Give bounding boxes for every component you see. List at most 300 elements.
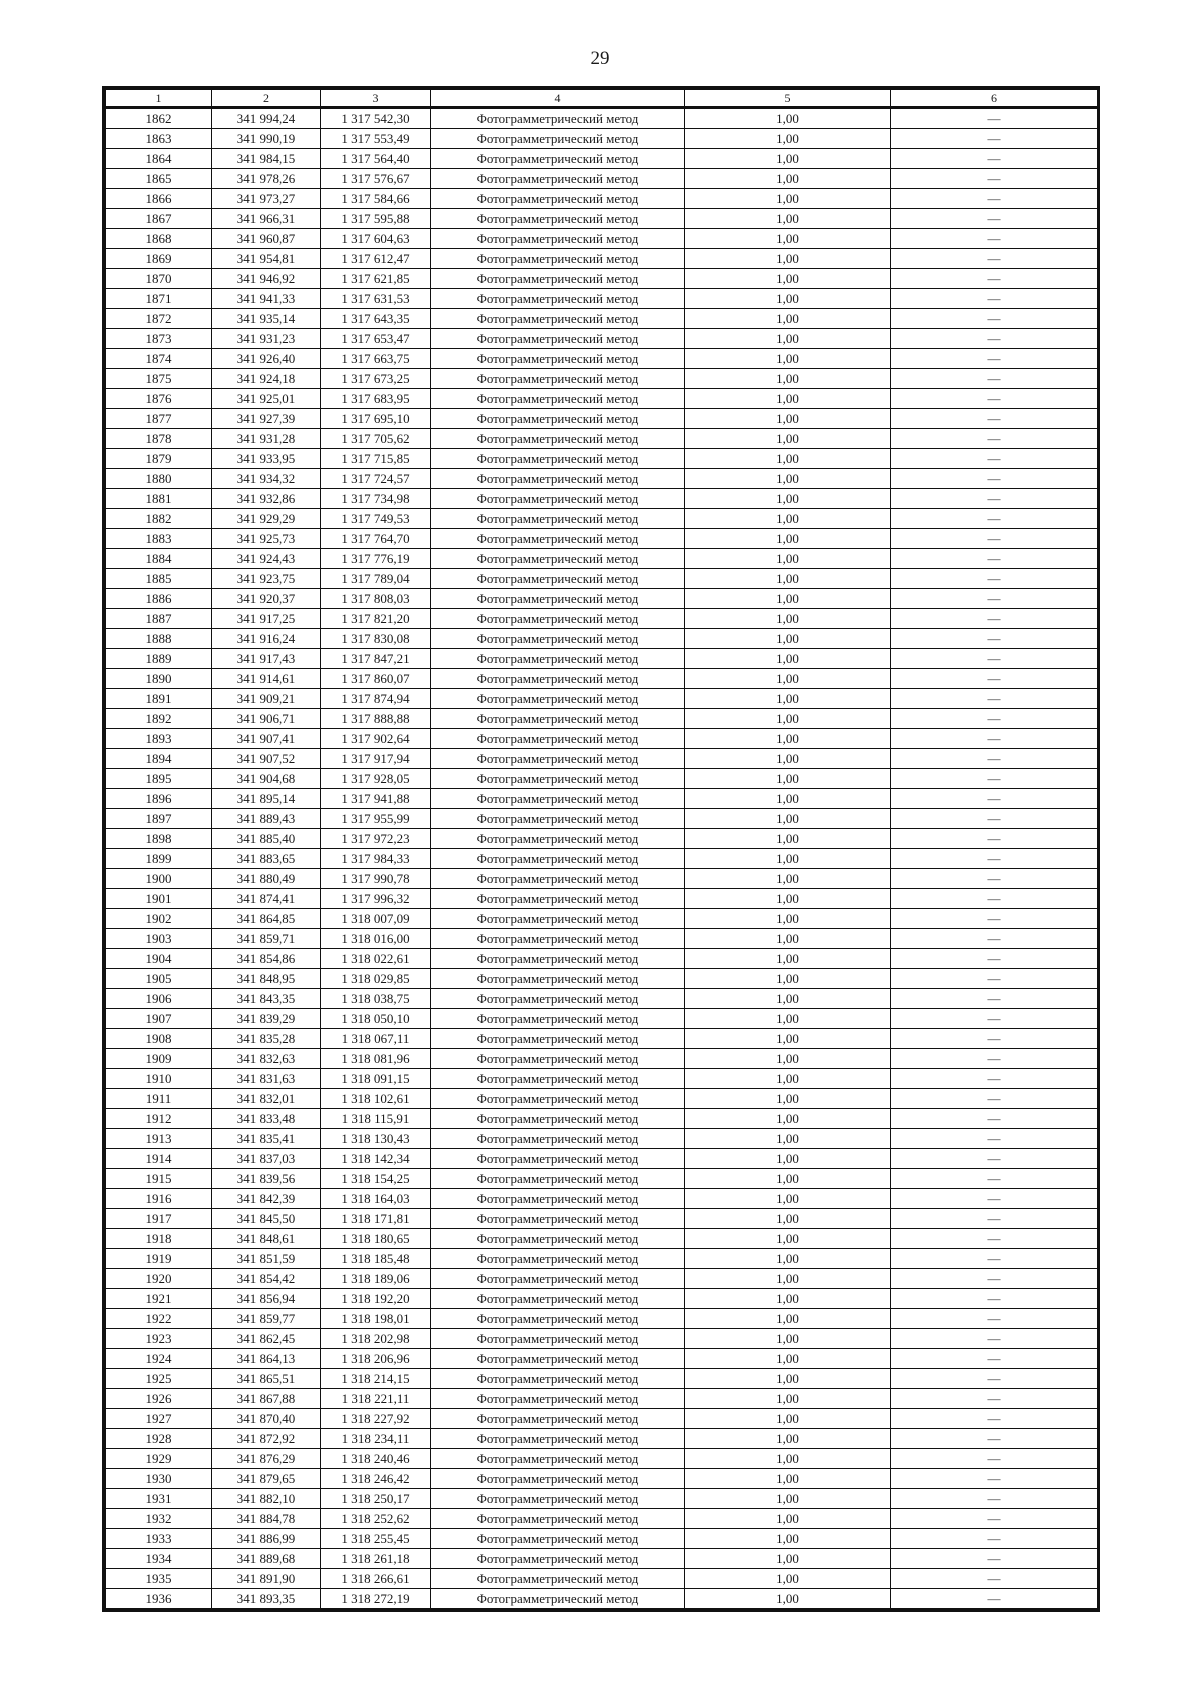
method-cell: Фотограмметрический метод <box>431 1589 685 1609</box>
x-coordinate-cell: 341 926,40 <box>212 349 321 369</box>
point-number-cell: 1904 <box>106 949 212 969</box>
point-number-cell: 1896 <box>106 789 212 809</box>
y-coordinate-cell: 1 317 990,78 <box>321 869 431 889</box>
point-number-cell: 1876 <box>106 389 212 409</box>
y-coordinate-cell: 1 318 272,19 <box>321 1589 431 1609</box>
point-number-cell: 1915 <box>106 1169 212 1189</box>
table-row <box>106 1569 1098 1589</box>
point-number-cell: 1889 <box>106 649 212 669</box>
point-number-cell: 1932 <box>106 1509 212 1529</box>
x-coordinate-cell: 341 941,33 <box>212 289 321 309</box>
method-cell: Фотограмметрический метод <box>431 1349 685 1369</box>
accuracy-cell: 1,00 <box>685 1509 891 1529</box>
table-row <box>106 1509 1098 1529</box>
x-coordinate-cell: 341 859,77 <box>212 1309 321 1329</box>
point-number-cell: 1905 <box>106 969 212 989</box>
x-coordinate-cell: 341 946,92 <box>212 269 321 289</box>
point-number-cell: 1884 <box>106 549 212 569</box>
table-row <box>106 429 1098 449</box>
table-row <box>106 689 1098 709</box>
point-number-cell: 1930 <box>106 1469 212 1489</box>
x-coordinate-cell: 341 929,29 <box>212 509 321 529</box>
point-number-cell: 1875 <box>106 369 212 389</box>
note-cell: — <box>891 1309 1098 1329</box>
y-coordinate-cell: 1 318 050,10 <box>321 1009 431 1029</box>
accuracy-cell: 1,00 <box>685 1309 891 1329</box>
x-coordinate-cell: 341 916,24 <box>212 629 321 649</box>
x-coordinate-cell: 341 835,28 <box>212 1029 321 1049</box>
point-number-cell: 1917 <box>106 1209 212 1229</box>
method-cell: Фотограмметрический метод <box>431 449 685 469</box>
x-coordinate-cell: 341 924,43 <box>212 549 321 569</box>
accuracy-cell: 1,00 <box>685 1589 891 1609</box>
accuracy-cell: 1,00 <box>685 1269 891 1289</box>
accuracy-cell: 1,00 <box>685 1469 891 1489</box>
accuracy-cell: 1,00 <box>685 909 891 929</box>
table-row <box>106 989 1098 1009</box>
table-row <box>106 1169 1098 1189</box>
y-coordinate-cell: 1 318 185,48 <box>321 1249 431 1269</box>
table-row <box>106 1069 1098 1089</box>
method-cell: Фотограмметрический метод <box>431 669 685 689</box>
point-number-cell: 1879 <box>106 449 212 469</box>
method-cell: Фотограмметрический метод <box>431 1449 685 1469</box>
x-coordinate-cell: 341 895,14 <box>212 789 321 809</box>
y-coordinate-cell: 1 318 102,61 <box>321 1089 431 1109</box>
note-cell: — <box>891 1369 1098 1389</box>
note-cell: — <box>891 829 1098 849</box>
accuracy-cell: 1,00 <box>685 129 891 149</box>
note-cell: — <box>891 609 1098 629</box>
table-row <box>106 1049 1098 1069</box>
x-coordinate-cell: 341 859,71 <box>212 929 321 949</box>
y-coordinate-cell: 1 317 830,08 <box>321 629 431 649</box>
point-number-cell: 1866 <box>106 189 212 209</box>
method-cell: Фотограмметрический метод <box>431 369 685 389</box>
point-number-cell: 1872 <box>106 309 212 329</box>
x-coordinate-cell: 341 978,26 <box>212 169 321 189</box>
point-number-cell: 1890 <box>106 669 212 689</box>
accuracy-cell: 1,00 <box>685 569 891 589</box>
x-coordinate-cell: 341 994,24 <box>212 108 321 129</box>
table-row <box>106 129 1098 149</box>
x-coordinate-cell: 341 927,39 <box>212 409 321 429</box>
note-cell: — <box>891 849 1098 869</box>
table-row <box>106 489 1098 509</box>
x-coordinate-cell: 341 842,39 <box>212 1189 321 1209</box>
point-number-cell: 1912 <box>106 1109 212 1129</box>
point-number-cell: 1916 <box>106 1189 212 1209</box>
x-coordinate-cell: 341 883,65 <box>212 849 321 869</box>
accuracy-cell: 1,00 <box>685 869 891 889</box>
table-row <box>106 309 1098 329</box>
y-coordinate-cell: 1 317 663,75 <box>321 349 431 369</box>
note-cell: — <box>891 209 1098 229</box>
accuracy-cell: 1,00 <box>685 749 891 769</box>
x-coordinate-cell: 341 906,71 <box>212 709 321 729</box>
y-coordinate-cell: 1 318 227,92 <box>321 1409 431 1429</box>
accuracy-cell: 1,00 <box>685 629 891 649</box>
accuracy-cell: 1,00 <box>685 969 891 989</box>
y-coordinate-cell: 1 317 749,53 <box>321 509 431 529</box>
point-number-cell: 1877 <box>106 409 212 429</box>
method-cell: Фотограмметрический метод <box>431 789 685 809</box>
accuracy-cell: 1,00 <box>685 1149 891 1169</box>
method-cell: Фотограмметрический метод <box>431 809 685 829</box>
x-coordinate-cell: 341 990,19 <box>212 129 321 149</box>
x-coordinate-cell: 341 917,25 <box>212 609 321 629</box>
table-row <box>106 969 1098 989</box>
note-cell: — <box>891 389 1098 409</box>
table-row <box>106 409 1098 429</box>
method-cell: Фотограмметрический метод <box>431 609 685 629</box>
point-number-cell: 1923 <box>106 1329 212 1349</box>
accuracy-cell: 1,00 <box>685 1569 891 1589</box>
y-coordinate-cell: 1 318 180,65 <box>321 1229 431 1249</box>
accuracy-cell: 1,00 <box>685 169 891 189</box>
note-cell: — <box>891 889 1098 909</box>
method-cell: Фотограмметрический метод <box>431 389 685 409</box>
table-row <box>106 1229 1098 1249</box>
accuracy-cell: 1,00 <box>685 729 891 749</box>
note-cell: — <box>891 1429 1098 1449</box>
y-coordinate-cell: 1 317 595,88 <box>321 209 431 229</box>
method-cell: Фотограмметрический метод <box>431 949 685 969</box>
accuracy-cell: 1,00 <box>685 1549 891 1569</box>
note-cell: — <box>891 589 1098 609</box>
y-coordinate-cell: 1 318 164,03 <box>321 1189 431 1209</box>
point-number-cell: 1885 <box>106 569 212 589</box>
x-coordinate-cell: 341 862,45 <box>212 1329 321 1349</box>
accuracy-cell: 1,00 <box>685 108 891 129</box>
method-cell: Фотограмметрический метод <box>431 729 685 749</box>
table-body <box>106 108 1098 1609</box>
y-coordinate-cell: 1 318 154,25 <box>321 1169 431 1189</box>
x-coordinate-cell: 341 870,40 <box>212 1409 321 1429</box>
y-coordinate-cell: 1 317 789,04 <box>321 569 431 589</box>
note-cell: — <box>891 429 1098 449</box>
x-coordinate-cell: 341 923,75 <box>212 569 321 589</box>
point-number-cell: 1882 <box>106 509 212 529</box>
point-number-cell: 1925 <box>106 1369 212 1389</box>
note-cell: — <box>891 229 1098 249</box>
accuracy-cell: 1,00 <box>685 1249 891 1269</box>
note-cell: — <box>891 1269 1098 1289</box>
table-row <box>106 229 1098 249</box>
x-coordinate-cell: 341 854,86 <box>212 949 321 969</box>
accuracy-cell: 1,00 <box>685 1109 891 1129</box>
accuracy-cell: 1,00 <box>685 449 891 469</box>
method-cell: Фотограмметрический метод <box>431 1049 685 1069</box>
note-cell: — <box>891 1129 1098 1149</box>
method-cell: Фотограмметрический метод <box>431 929 685 949</box>
method-cell: Фотограмметрический метод <box>431 829 685 849</box>
x-coordinate-cell: 341 925,73 <box>212 529 321 549</box>
x-coordinate-cell: 341 851,59 <box>212 1249 321 1269</box>
x-coordinate-cell: 341 914,61 <box>212 669 321 689</box>
x-coordinate-cell: 341 885,40 <box>212 829 321 849</box>
accuracy-cell: 1,00 <box>685 429 891 449</box>
x-coordinate-cell: 341 907,41 <box>212 729 321 749</box>
method-cell: Фотограмметрический метод <box>431 229 685 249</box>
accuracy-cell: 1,00 <box>685 1529 891 1549</box>
x-coordinate-cell: 341 832,63 <box>212 1049 321 1069</box>
accuracy-cell: 1,00 <box>685 1329 891 1349</box>
table-row <box>106 1129 1098 1149</box>
method-cell: Фотограмметрический метод <box>431 1389 685 1409</box>
column-header: 3 <box>321 90 431 108</box>
accuracy-cell: 1,00 <box>685 1389 891 1409</box>
note-cell: — <box>891 1349 1098 1369</box>
x-coordinate-cell: 341 854,42 <box>212 1269 321 1289</box>
table-row <box>106 709 1098 729</box>
accuracy-cell: 1,00 <box>685 469 891 489</box>
x-coordinate-cell: 341 848,61 <box>212 1229 321 1249</box>
x-coordinate-cell: 341 879,65 <box>212 1469 321 1489</box>
table-row <box>106 1109 1098 1129</box>
note-cell: — <box>891 509 1098 529</box>
method-cell: Фотограмметрический метод <box>431 529 685 549</box>
accuracy-cell: 1,00 <box>685 709 891 729</box>
table-row <box>106 108 1098 129</box>
accuracy-cell: 1,00 <box>685 349 891 369</box>
table-row <box>106 669 1098 689</box>
point-number-cell: 1934 <box>106 1549 212 1569</box>
y-coordinate-cell: 1 317 955,99 <box>321 809 431 829</box>
method-cell: Фотограмметрический метод <box>431 749 685 769</box>
y-coordinate-cell: 1 318 007,09 <box>321 909 431 929</box>
note-cell: — <box>891 449 1098 469</box>
accuracy-cell: 1,00 <box>685 1089 891 1109</box>
table-row <box>106 169 1098 189</box>
x-coordinate-cell: 341 882,10 <box>212 1489 321 1509</box>
accuracy-cell: 1,00 <box>685 509 891 529</box>
x-coordinate-cell: 341 837,03 <box>212 1149 321 1169</box>
table-row <box>106 629 1098 649</box>
y-coordinate-cell: 1 317 902,64 <box>321 729 431 749</box>
x-coordinate-cell: 341 856,94 <box>212 1289 321 1309</box>
x-coordinate-cell: 341 966,31 <box>212 209 321 229</box>
note-cell: — <box>891 1209 1098 1229</box>
x-coordinate-cell: 341 848,95 <box>212 969 321 989</box>
method-cell: Фотограмметрический метод <box>431 1189 685 1209</box>
point-number-cell: 1862 <box>106 108 212 129</box>
x-coordinate-cell: 341 880,49 <box>212 869 321 889</box>
table-row <box>106 1089 1098 1109</box>
y-coordinate-cell: 1 318 198,01 <box>321 1309 431 1329</box>
note-cell: — <box>891 329 1098 349</box>
y-coordinate-cell: 1 317 821,20 <box>321 609 431 629</box>
y-coordinate-cell: 1 317 542,30 <box>321 108 431 129</box>
method-cell: Фотограмметрический метод <box>431 549 685 569</box>
method-cell: Фотограмметрический метод <box>431 289 685 309</box>
accuracy-cell: 1,00 <box>685 409 891 429</box>
y-coordinate-cell: 1 317 564,40 <box>321 149 431 169</box>
table-row <box>106 549 1098 569</box>
table-row <box>106 1349 1098 1369</box>
accuracy-cell: 1,00 <box>685 209 891 229</box>
note-cell: — <box>891 289 1098 309</box>
method-cell: Фотограмметрический метод <box>431 1369 685 1389</box>
method-cell: Фотограмметрический метод <box>431 129 685 149</box>
accuracy-cell: 1,00 <box>685 189 891 209</box>
table-row <box>106 889 1098 909</box>
method-cell: Фотограмметрический метод <box>431 989 685 1009</box>
accuracy-cell: 1,00 <box>685 889 891 909</box>
x-coordinate-cell: 341 835,41 <box>212 1129 321 1149</box>
note-cell: — <box>891 749 1098 769</box>
point-number-cell: 1906 <box>106 989 212 1009</box>
method-cell: Фотограмметрический метод <box>431 569 685 589</box>
accuracy-cell: 1,00 <box>685 309 891 329</box>
y-coordinate-cell: 1 318 255,45 <box>321 1529 431 1549</box>
table-row <box>106 809 1098 829</box>
accuracy-cell: 1,00 <box>685 649 891 669</box>
table-row <box>106 269 1098 289</box>
point-number-cell: 1900 <box>106 869 212 889</box>
point-number-cell: 1887 <box>106 609 212 629</box>
y-coordinate-cell: 1 318 206,96 <box>321 1349 431 1369</box>
x-coordinate-cell: 341 839,56 <box>212 1169 321 1189</box>
y-coordinate-cell: 1 318 240,46 <box>321 1449 431 1469</box>
point-number-cell: 1907 <box>106 1009 212 1029</box>
note-cell: — <box>891 469 1098 489</box>
y-coordinate-cell: 1 317 888,88 <box>321 709 431 729</box>
note-cell: — <box>891 549 1098 569</box>
point-number-cell: 1935 <box>106 1569 212 1589</box>
method-cell: Фотограмметрический метод <box>431 1009 685 1029</box>
x-coordinate-cell: 341 831,63 <box>212 1069 321 1089</box>
method-cell: Фотограмметрический метод <box>431 1069 685 1089</box>
y-coordinate-cell: 1 317 653,47 <box>321 329 431 349</box>
note-cell: — <box>891 649 1098 669</box>
note-cell: — <box>891 789 1098 809</box>
table-row <box>106 1469 1098 1489</box>
accuracy-cell: 1,00 <box>685 1409 891 1429</box>
accuracy-cell: 1,00 <box>685 1189 891 1209</box>
table-row <box>106 449 1098 469</box>
point-number-cell: 1901 <box>106 889 212 909</box>
note-cell: — <box>891 1149 1098 1169</box>
table-row <box>106 1589 1098 1609</box>
point-number-cell: 1892 <box>106 709 212 729</box>
note-cell: — <box>891 409 1098 429</box>
method-cell: Фотограмметрический метод <box>431 1089 685 1109</box>
table-row <box>106 849 1098 869</box>
note-cell: — <box>891 489 1098 509</box>
accuracy-cell: 1,00 <box>685 1349 891 1369</box>
x-coordinate-cell: 341 886,99 <box>212 1529 321 1549</box>
x-coordinate-cell: 341 935,14 <box>212 309 321 329</box>
accuracy-cell: 1,00 <box>685 1229 891 1249</box>
note-cell: — <box>891 269 1098 289</box>
y-coordinate-cell: 1 318 214,15 <box>321 1369 431 1389</box>
y-coordinate-cell: 1 317 621,85 <box>321 269 431 289</box>
method-cell: Фотограмметрический метод <box>431 1549 685 1569</box>
point-number-cell: 1898 <box>106 829 212 849</box>
point-number-cell: 1891 <box>106 689 212 709</box>
x-coordinate-cell: 341 889,68 <box>212 1549 321 1569</box>
x-coordinate-cell: 341 833,48 <box>212 1109 321 1129</box>
table-row <box>106 1309 1098 1329</box>
point-number-cell: 1893 <box>106 729 212 749</box>
note-cell: — <box>891 1529 1098 1549</box>
method-cell: Фотограмметрический метод <box>431 349 685 369</box>
y-coordinate-cell: 1 317 715,85 <box>321 449 431 469</box>
point-number-cell: 1908 <box>106 1029 212 1049</box>
method-cell: Фотограмметрический метод <box>431 329 685 349</box>
accuracy-cell: 1,00 <box>685 1209 891 1229</box>
note-cell: — <box>891 108 1098 129</box>
method-cell: Фотограмметрический метод <box>431 1289 685 1309</box>
y-coordinate-cell: 1 318 202,98 <box>321 1329 431 1349</box>
point-number-cell: 1910 <box>106 1069 212 1089</box>
note-cell: — <box>891 1409 1098 1429</box>
column-header: 1 <box>106 90 212 108</box>
y-coordinate-cell: 1 318 246,42 <box>321 1469 431 1489</box>
y-coordinate-cell: 1 318 081,96 <box>321 1049 431 1069</box>
table-row <box>106 829 1098 849</box>
method-cell: Фотограмметрический метод <box>431 869 685 889</box>
y-coordinate-cell: 1 317 928,05 <box>321 769 431 789</box>
accuracy-cell: 1,00 <box>685 1489 891 1509</box>
point-number-cell: 1920 <box>106 1269 212 1289</box>
accuracy-cell: 1,00 <box>685 689 891 709</box>
accuracy-cell: 1,00 <box>685 369 891 389</box>
x-coordinate-cell: 341 876,29 <box>212 1449 321 1469</box>
table-row <box>106 1449 1098 1469</box>
note-cell: — <box>891 349 1098 369</box>
point-number-cell: 1867 <box>106 209 212 229</box>
note-cell: — <box>891 1509 1098 1529</box>
x-coordinate-cell: 341 973,27 <box>212 189 321 209</box>
method-cell: Фотограмметрический метод <box>431 1529 685 1549</box>
y-coordinate-cell: 1 317 604,63 <box>321 229 431 249</box>
y-coordinate-cell: 1 318 192,20 <box>321 1289 431 1309</box>
table-row <box>106 1489 1098 1509</box>
x-coordinate-cell: 341 924,18 <box>212 369 321 389</box>
y-coordinate-cell: 1 317 643,35 <box>321 309 431 329</box>
note-cell: — <box>891 989 1098 1009</box>
method-cell: Фотограмметрический метод <box>431 909 685 929</box>
x-coordinate-cell: 341 839,29 <box>212 1009 321 1029</box>
x-coordinate-cell: 341 843,35 <box>212 989 321 1009</box>
method-cell: Фотограмметрический метод <box>431 108 685 129</box>
x-coordinate-cell: 341 891,90 <box>212 1569 321 1589</box>
accuracy-cell: 1,00 <box>685 1429 891 1449</box>
method-cell: Фотограмметрический метод <box>431 889 685 909</box>
point-number-cell: 1921 <box>106 1289 212 1309</box>
method-cell: Фотограмметрический метод <box>431 1249 685 1269</box>
note-cell: — <box>891 809 1098 829</box>
x-coordinate-cell: 341 832,01 <box>212 1089 321 1109</box>
x-coordinate-cell: 341 889,43 <box>212 809 321 829</box>
accuracy-cell: 1,00 <box>685 669 891 689</box>
x-coordinate-cell: 341 984,15 <box>212 149 321 169</box>
table-row <box>106 509 1098 529</box>
table-row <box>106 1289 1098 1309</box>
point-number-cell: 1886 <box>106 589 212 609</box>
note-cell: — <box>891 1289 1098 1309</box>
point-number-cell: 1926 <box>106 1389 212 1409</box>
table-row <box>106 589 1098 609</box>
x-coordinate-cell: 341 954,81 <box>212 249 321 269</box>
table-header-row <box>106 90 1098 108</box>
point-number-cell: 1911 <box>106 1089 212 1109</box>
table-row <box>106 869 1098 889</box>
y-coordinate-cell: 1 318 234,11 <box>321 1429 431 1449</box>
note-cell: — <box>891 1449 1098 1469</box>
